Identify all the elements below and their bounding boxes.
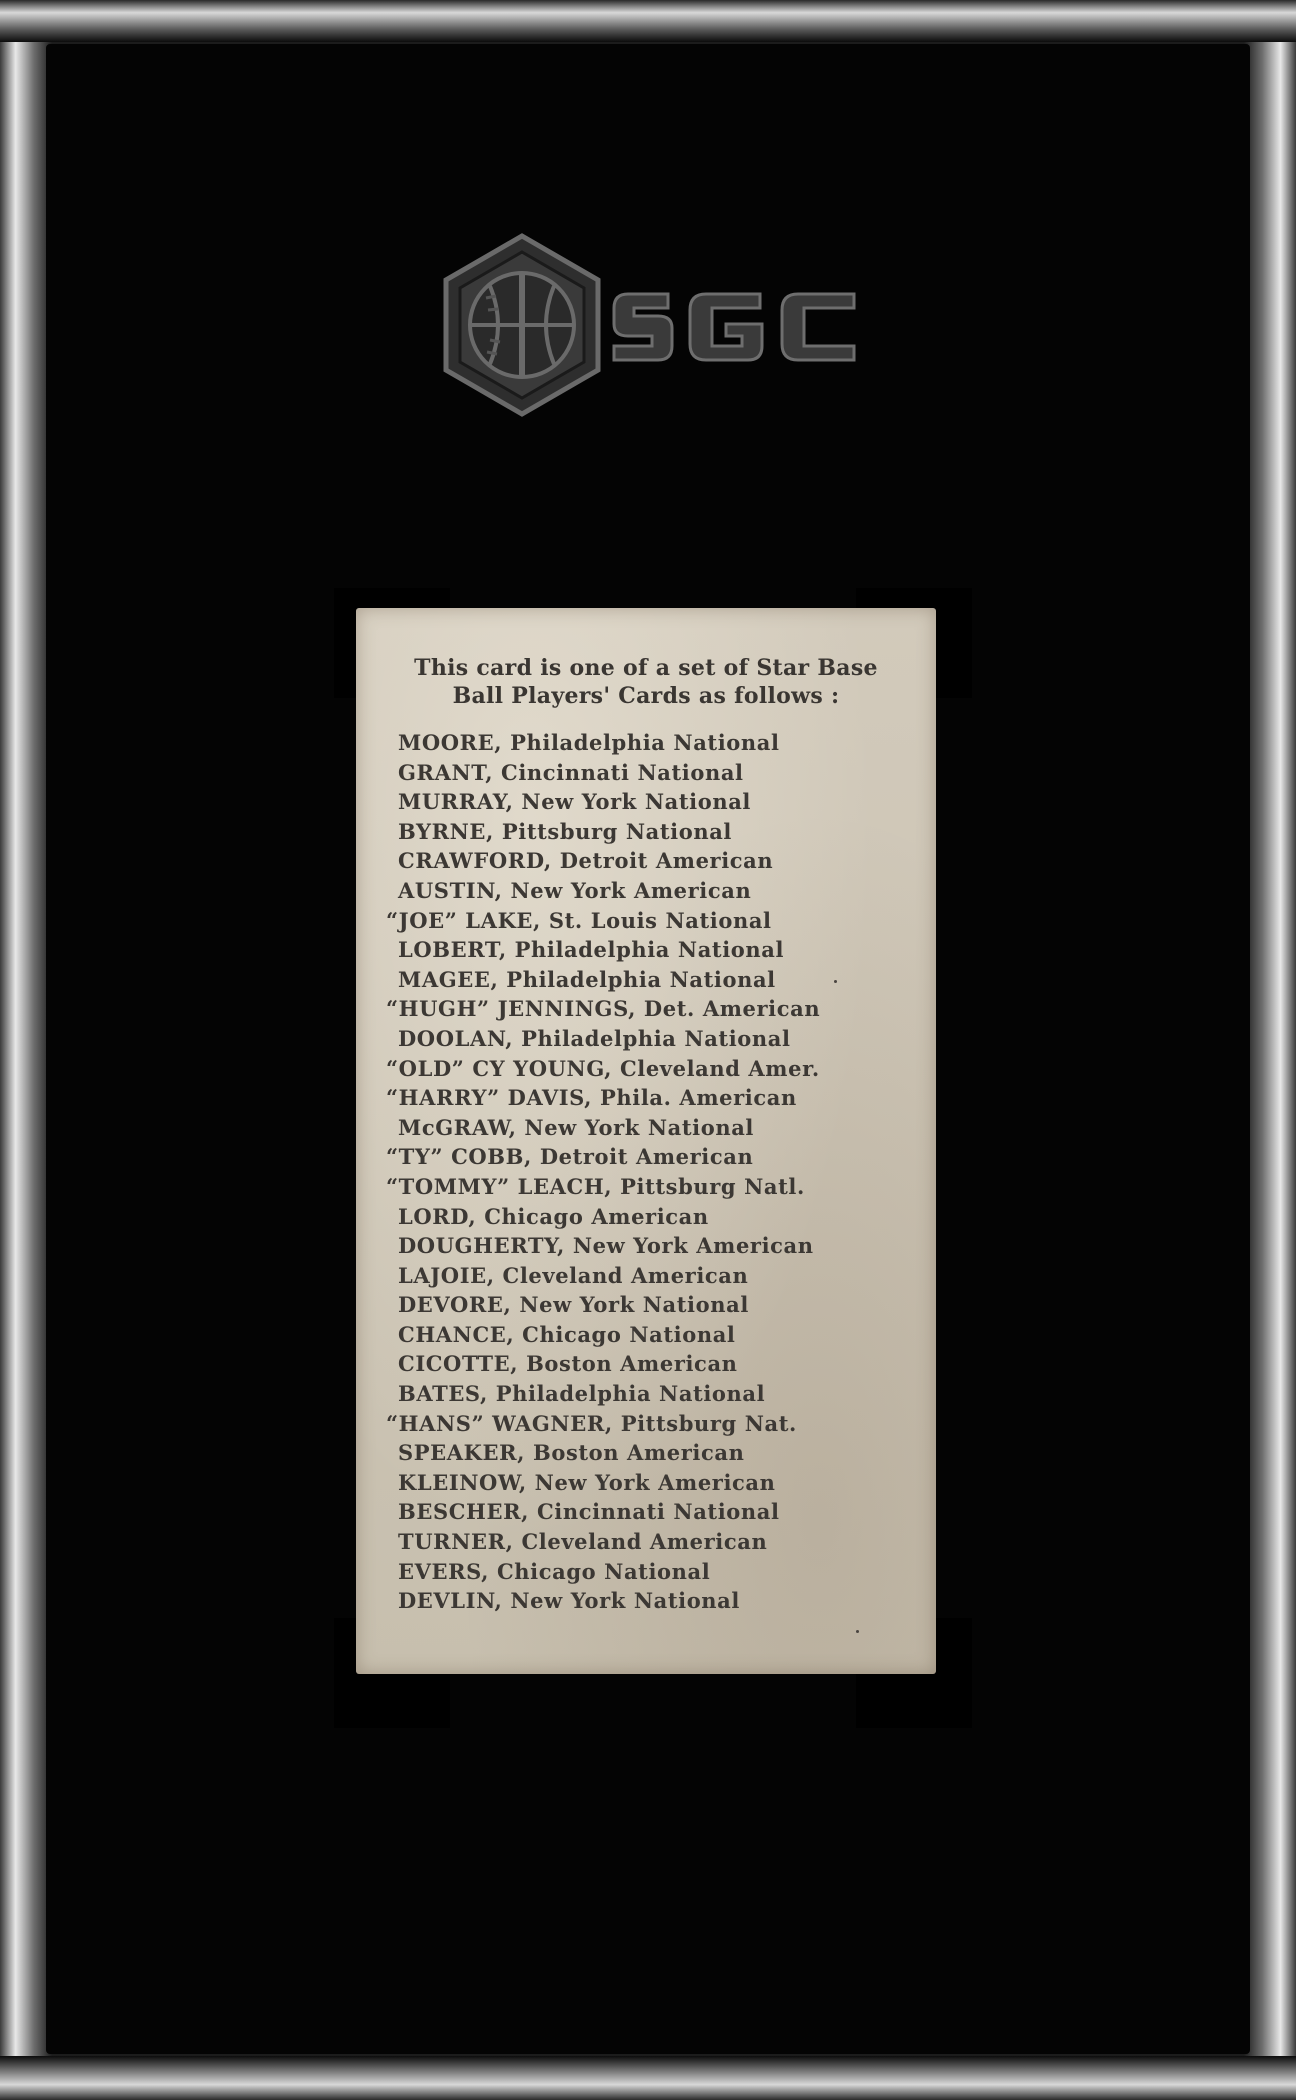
print-speck bbox=[856, 1630, 859, 1633]
player-entry: MURRAY, New York National bbox=[398, 789, 751, 815]
player-entry: DEVORE, New York National bbox=[398, 1292, 749, 1318]
player-entry: EVERS, Chicago National bbox=[398, 1558, 711, 1584]
player-entry: “HANS” WAGNER, Pittsburg Nat. bbox=[386, 1410, 797, 1436]
slab-bottom-edge bbox=[0, 2056, 1296, 2100]
player-entry: DOOLAN, Philadelphia National bbox=[398, 1025, 791, 1051]
print-speck bbox=[834, 980, 837, 983]
player-entry: BATES, Philadelphia National bbox=[398, 1381, 766, 1407]
player-entry: BYRNE, Pittsburg National bbox=[398, 818, 732, 844]
sgc-logo-icon bbox=[430, 232, 880, 422]
player-entry: McGRAW, New York National bbox=[398, 1114, 754, 1140]
player-entry: KLEINOW, New York American bbox=[398, 1469, 776, 1495]
player-entry: “TOMMY” LEACH, Pittsburg Natl. bbox=[386, 1173, 805, 1199]
player-entry: “HARRY” DAVIS, Phila. American bbox=[386, 1085, 797, 1111]
player-checklist bbox=[386, 728, 918, 1616]
player-entry: CHANCE, Chicago National bbox=[398, 1321, 736, 1347]
player-entry: BESCHER, Cincinnati National bbox=[398, 1499, 780, 1525]
player-entry: “HUGH” JENNINGS, Det. American bbox=[386, 996, 821, 1022]
card-header-line-2: Ball Players' Cards as follows : bbox=[452, 683, 840, 709]
player-entry: LORD, Chicago American bbox=[398, 1203, 709, 1229]
player-entry: AUSTIN, New York American bbox=[398, 877, 752, 903]
card-header-line-1: This card is one of a set of Star Base bbox=[414, 655, 878, 681]
player-entry: MAGEE, Philadelphia National bbox=[398, 966, 776, 992]
player-entry: LAJOIE, Cleveland American bbox=[398, 1262, 749, 1288]
slab-top-edge bbox=[0, 0, 1296, 42]
player-entry: CRAWFORD, Detroit American bbox=[398, 848, 774, 874]
card-header bbox=[378, 654, 914, 710]
sgc-logo bbox=[430, 232, 880, 422]
player-entry: MOORE, Philadelphia National bbox=[398, 730, 780, 755]
player-entry: LOBERT, Philadelphia National bbox=[398, 937, 785, 963]
player-entry: DEVLIN, New York National bbox=[398, 1588, 740, 1614]
player-entry: CICOTTE, Boston American bbox=[398, 1351, 738, 1377]
player-entry: SPEAKER, Boston American bbox=[398, 1440, 745, 1466]
player-entry: GRANT, Cincinnati National bbox=[398, 759, 744, 785]
player-entry: DOUGHERTY, New York American bbox=[398, 1233, 814, 1259]
player-entry: TURNER, Cleveland American bbox=[398, 1529, 768, 1555]
player-entry: “OLD” CY YOUNG, Cleveland Amer. bbox=[386, 1055, 820, 1081]
player-entry: “TY” COBB, Detroit American bbox=[386, 1144, 754, 1170]
baseball-card-back bbox=[356, 608, 936, 1674]
player-entry: “JOE” LAKE, St. Louis National bbox=[386, 907, 772, 933]
